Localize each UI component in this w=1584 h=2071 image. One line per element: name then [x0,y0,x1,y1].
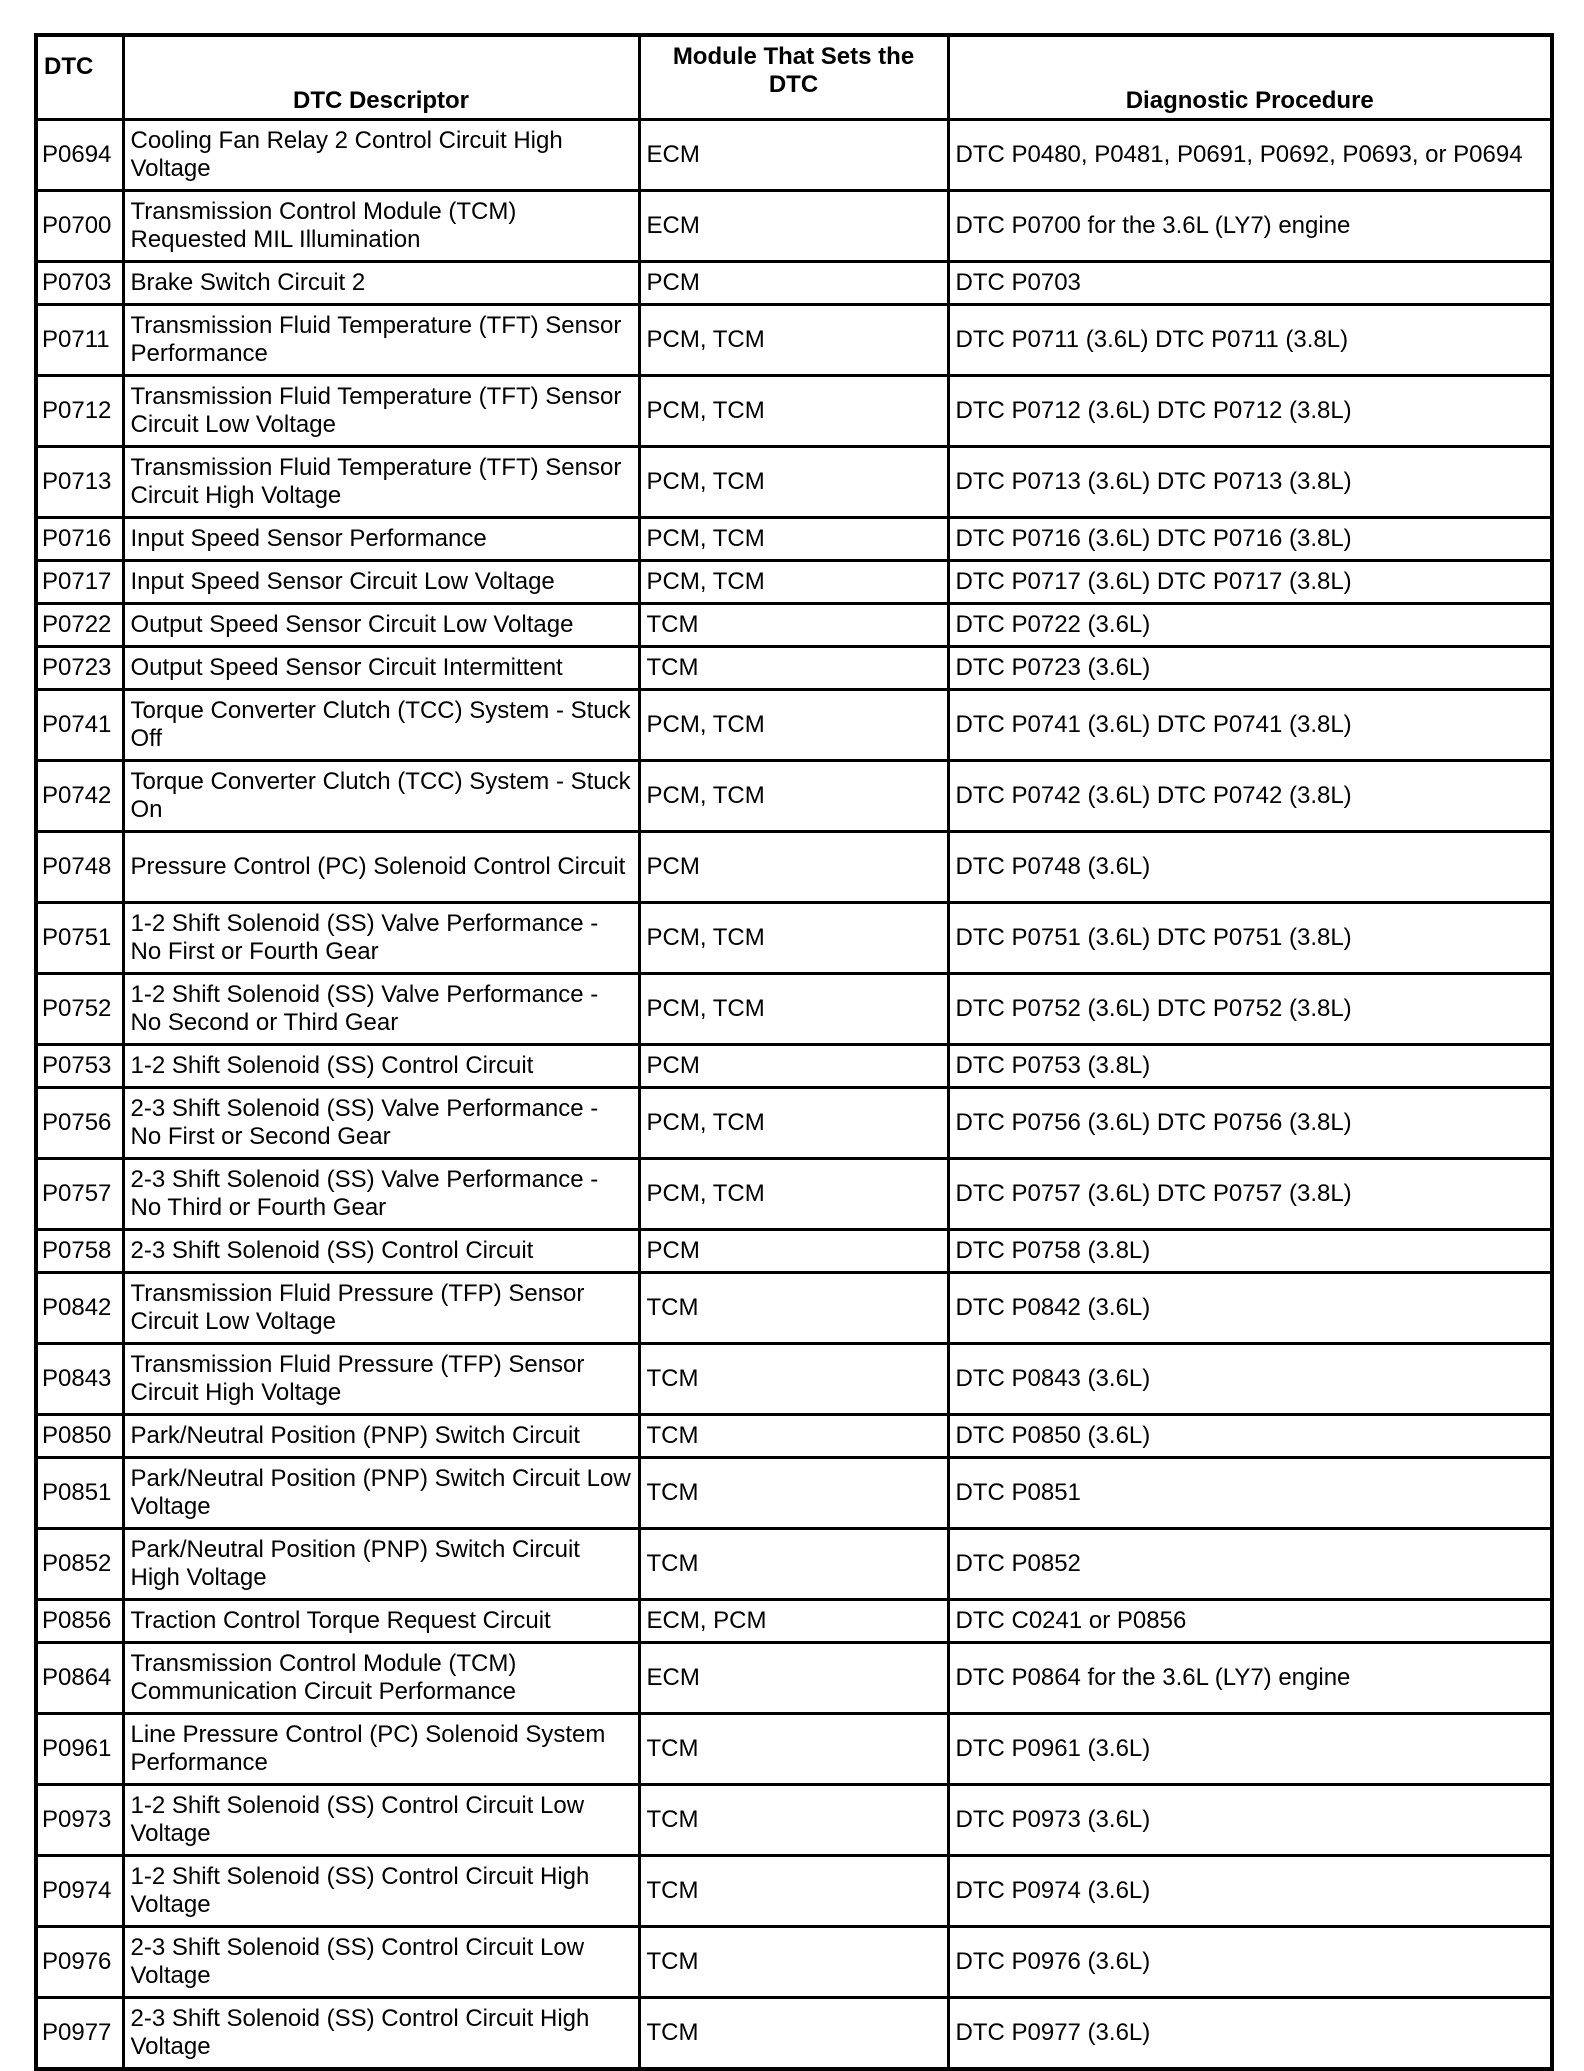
dtc-module: TCM [639,1785,948,1856]
dtc-module: ECM [639,191,948,262]
dtc-module: PCM [639,832,948,903]
dtc-procedure: DTC P0758 (3.8L) [948,1230,1552,1273]
dtc-descriptor: 1-2 Shift Solenoid (SS) Valve Performance - No Second or Third Gear [123,974,639,1045]
dtc-code: P0976 [36,1927,123,1998]
table-row [36,1529,1552,1600]
dtc-descriptor: Park/Neutral Position (PNP) Switch Circuit [123,1415,639,1458]
dtc-procedure: DTC P0711 (3.6L) DTC P0711 (3.8L) [948,305,1552,376]
table-row [36,561,1552,604]
table-row [36,832,1552,903]
dtc-code: P0864 [36,1643,123,1714]
dtc-descriptor: Park/Neutral Position (PNP) Switch Circuit Low Voltage [123,1458,639,1529]
dtc-module: PCM, TCM [639,903,948,974]
dtc-module: ECM, PCM [639,1600,948,1643]
dtc-procedure: DTC P0703 [948,262,1552,305]
dtc-module: PCM, TCM [639,376,948,447]
dtc-code: P0700 [36,191,123,262]
dtc-procedure: DTC P0851 [948,1458,1552,1529]
table-row [36,974,1552,1045]
header-descriptor: DTC Descriptor [123,35,639,120]
dtc-procedure: DTC C0241 or P0856 [948,1600,1552,1643]
dtc-module: PCM, TCM [639,561,948,604]
dtc-module: TCM [639,1458,948,1529]
dtc-code: P0973 [36,1785,123,1856]
dtc-code: P0722 [36,604,123,647]
dtc-table [34,33,1554,2071]
dtc-descriptor: Transmission Fluid Pressure (TFP) Sensor Circuit High Voltage [123,1344,639,1415]
dtc-descriptor: Output Speed Sensor Circuit Low Voltage [123,604,639,647]
table-row [36,1927,1552,1998]
dtc-module: PCM, TCM [639,447,948,518]
dtc-descriptor: 1-2 Shift Solenoid (SS) Control Circuit [123,1045,639,1088]
table-row [36,120,1552,191]
dtc-code: P0716 [36,518,123,561]
table-row [36,761,1552,832]
table-row [36,1643,1552,1714]
dtc-descriptor: 1-2 Shift Solenoid (SS) Control Circuit Low Voltage [123,1785,639,1856]
table-row [36,1088,1552,1159]
dtc-code: P0712 [36,376,123,447]
table-row [36,1273,1552,1344]
dtc-module: PCM, TCM [639,305,948,376]
dtc-code: P0717 [36,561,123,604]
dtc-procedure: DTC P0976 (3.6L) [948,1927,1552,1998]
table-row [36,1415,1552,1458]
dtc-code: P0694 [36,120,123,191]
dtc-descriptor: 2-3 Shift Solenoid (SS) Valve Performance - No First or Second Gear [123,1088,639,1159]
dtc-procedure: DTC P0757 (3.6L) DTC P0757 (3.8L) [948,1159,1552,1230]
dtc-procedure: DTC P0700 for the 3.6L (LY7) engine [948,191,1552,262]
dtc-module: PCM [639,1230,948,1273]
dtc-code: P0741 [36,690,123,761]
dtc-procedure: DTC P0852 [948,1529,1552,1600]
dtc-procedure: DTC P0842 (3.6L) [948,1273,1552,1344]
table-body [36,120,1552,2070]
dtc-module: TCM [639,1344,948,1415]
table-row [36,1458,1552,1529]
dtc-code: P0843 [36,1344,123,1415]
dtc-module: PCM, TCM [639,1159,948,1230]
table-row [36,191,1552,262]
table-row [36,1159,1552,1230]
dtc-procedure: DTC P0752 (3.6L) DTC P0752 (3.8L) [948,974,1552,1045]
dtc-module: TCM [639,1273,948,1344]
dtc-code: P0713 [36,447,123,518]
dtc-code: P0856 [36,1600,123,1643]
dtc-code: P0703 [36,262,123,305]
dtc-descriptor: 2-3 Shift Solenoid (SS) Valve Performance - No Third or Fourth Gear [123,1159,639,1230]
dtc-module: TCM [639,604,948,647]
dtc-descriptor: 2-3 Shift Solenoid (SS) Control Circuit High Voltage [123,1998,639,2070]
dtc-code: P0974 [36,1856,123,1927]
table-row [36,1230,1552,1273]
dtc-procedure: DTC P0712 (3.6L) DTC P0712 (3.8L) [948,376,1552,447]
dtc-code: P0757 [36,1159,123,1230]
dtc-code: P0742 [36,761,123,832]
dtc-code: P0842 [36,1273,123,1344]
dtc-module: ECM [639,1643,948,1714]
dtc-descriptor: Transmission Fluid Temperature (TFT) Sensor Circuit Low Voltage [123,376,639,447]
dtc-code: P0748 [36,832,123,903]
table-row [36,1856,1552,1927]
dtc-code: P0851 [36,1458,123,1529]
dtc-procedure: DTC P0742 (3.6L) DTC P0742 (3.8L) [948,761,1552,832]
dtc-code: P0723 [36,647,123,690]
dtc-code: P0852 [36,1529,123,1600]
dtc-module: TCM [639,1998,948,2070]
dtc-descriptor: Input Speed Sensor Circuit Low Voltage [123,561,639,604]
dtc-procedure: DTC P0850 (3.6L) [948,1415,1552,1458]
dtc-code: P0756 [36,1088,123,1159]
dtc-procedure: DTC P0751 (3.6L) DTC P0751 (3.8L) [948,903,1552,974]
dtc-descriptor: 2-3 Shift Solenoid (SS) Control Circuit Low Voltage [123,1927,639,1998]
dtc-descriptor: Transmission Fluid Temperature (TFT) Sensor Circuit High Voltage [123,447,639,518]
table-row [36,1998,1552,2070]
dtc-descriptor: Park/Neutral Position (PNP) Switch Circuit High Voltage [123,1529,639,1600]
table-row [36,1600,1552,1643]
dtc-code: P0977 [36,1998,123,2070]
dtc-descriptor: Transmission Control Module (TCM) Requested MIL Illumination [123,191,639,262]
dtc-module: TCM [639,1927,948,1998]
dtc-procedure: DTC P0748 (3.6L) [948,832,1552,903]
dtc-descriptor: Transmission Fluid Temperature (TFT) Sensor Performance [123,305,639,376]
table-row [36,1785,1552,1856]
dtc-procedure: DTC P0756 (3.6L) DTC P0756 (3.8L) [948,1088,1552,1159]
dtc-descriptor: Transmission Control Module (TCM) Communication Circuit Performance [123,1643,639,1714]
dtc-descriptor: Pressure Control (PC) Solenoid Control Circuit [123,832,639,903]
table-row [36,903,1552,974]
table-row [36,447,1552,518]
dtc-procedure: DTC P0722 (3.6L) [948,604,1552,647]
dtc-procedure: DTC P0973 (3.6L) [948,1785,1552,1856]
dtc-procedure: DTC P0717 (3.6L) DTC P0717 (3.8L) [948,561,1552,604]
dtc-code: P0751 [36,903,123,974]
dtc-descriptor: Cooling Fan Relay 2 Control Circuit High Voltage [123,120,639,191]
header-module: Module That Sets the DTC [639,35,948,120]
dtc-code: P0758 [36,1230,123,1273]
table-row [36,647,1552,690]
dtc-descriptor: Output Speed Sensor Circuit Intermittent [123,647,639,690]
dtc-module: PCM, TCM [639,761,948,832]
dtc-procedure: DTC P0753 (3.8L) [948,1045,1552,1088]
dtc-module: TCM [639,1415,948,1458]
table-row [36,1714,1552,1785]
header-procedure: Diagnostic Procedure [948,35,1552,120]
dtc-code: P0752 [36,974,123,1045]
dtc-module: TCM [639,1714,948,1785]
dtc-module: TCM [639,1856,948,1927]
dtc-procedure: DTC P0713 (3.6L) DTC P0713 (3.8L) [948,447,1552,518]
dtc-descriptor: 2-3 Shift Solenoid (SS) Control Circuit [123,1230,639,1273]
table-row [36,1045,1552,1088]
dtc-descriptor: 1-2 Shift Solenoid (SS) Valve Performance - No First or Fourth Gear [123,903,639,974]
dtc-descriptor: Torque Converter Clutch (TCC) System - Stuck Off [123,690,639,761]
dtc-module: PCM, TCM [639,974,948,1045]
dtc-descriptor: Traction Control Torque Request Circuit [123,1600,639,1643]
table-header-row [36,35,1552,120]
table-row [36,1344,1552,1415]
table-row [36,604,1552,647]
dtc-procedure: DTC P0977 (3.6L) [948,1998,1552,2070]
dtc-module: PCM [639,1045,948,1088]
table-row [36,690,1552,761]
dtc-descriptor: Torque Converter Clutch (TCC) System - Stuck On [123,761,639,832]
dtc-procedure: DTC P0741 (3.6L) DTC P0741 (3.8L) [948,690,1552,761]
dtc-module: ECM [639,120,948,191]
table-row [36,262,1552,305]
dtc-procedure: DTC P0723 (3.6L) [948,647,1552,690]
dtc-code: P0753 [36,1045,123,1088]
dtc-procedure: DTC P0716 (3.6L) DTC P0716 (3.8L) [948,518,1552,561]
dtc-procedure: DTC P0864 for the 3.6L (LY7) engine [948,1643,1552,1714]
dtc-module: PCM, TCM [639,518,948,561]
dtc-procedure: DTC P0480, P0481, P0691, P0692, P0693, or P0694 [948,120,1552,191]
dtc-descriptor: Input Speed Sensor Performance [123,518,639,561]
dtc-descriptor: Transmission Fluid Pressure (TFP) Sensor Circuit Low Voltage [123,1273,639,1344]
dtc-module: TCM [639,647,948,690]
dtc-procedure: DTC P0961 (3.6L) [948,1714,1552,1785]
dtc-procedure: DTC P0974 (3.6L) [948,1856,1552,1927]
table-row [36,376,1552,447]
header-dtc: DTC [36,35,123,120]
dtc-descriptor: Brake Switch Circuit 2 [123,262,639,305]
dtc-descriptor: 1-2 Shift Solenoid (SS) Control Circuit High Voltage [123,1856,639,1927]
dtc-code: P0850 [36,1415,123,1458]
table-row [36,518,1552,561]
dtc-procedure: DTC P0843 (3.6L) [948,1344,1552,1415]
table-row [36,305,1552,376]
dtc-module: PCM, TCM [639,1088,948,1159]
dtc-descriptor: Line Pressure Control (PC) Solenoid System Performance [123,1714,639,1785]
dtc-code: P0961 [36,1714,123,1785]
dtc-code: P0711 [36,305,123,376]
dtc-module: PCM, TCM [639,690,948,761]
dtc-module: TCM [639,1529,948,1600]
dtc-module: PCM [639,262,948,305]
